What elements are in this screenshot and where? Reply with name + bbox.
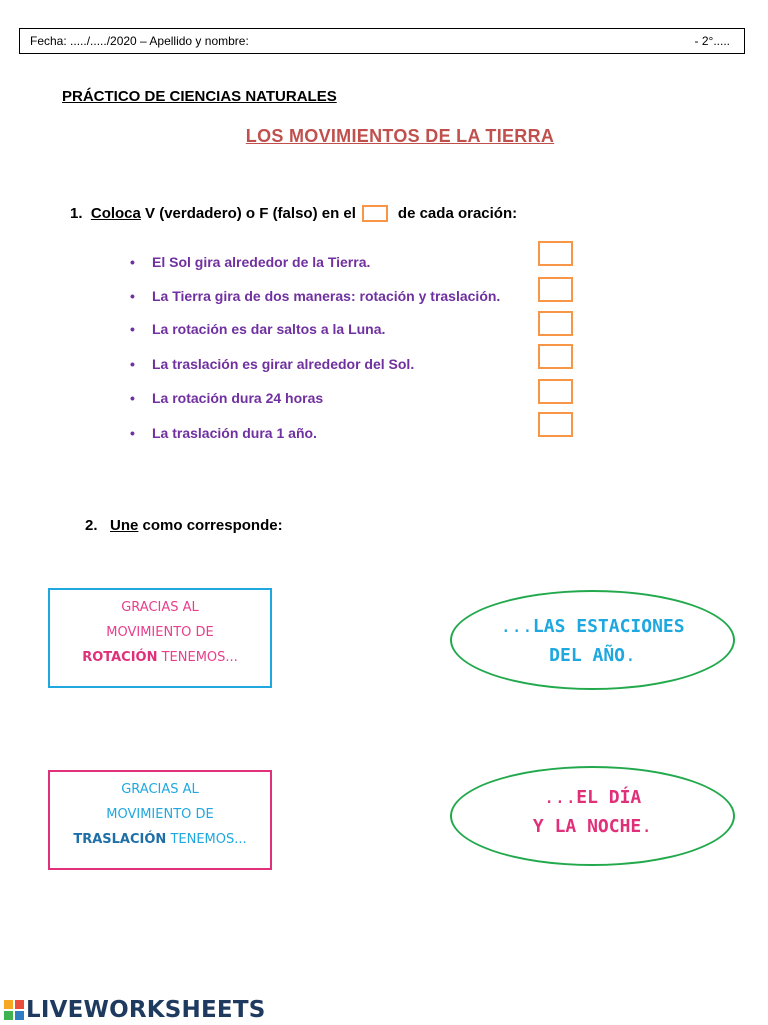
answer-box-1[interactable] [538, 241, 573, 266]
match-right-dots: ... [500, 616, 533, 637]
bullet-icon: • [130, 425, 135, 441]
match-right-text: LAS ESTACIONES [532, 616, 685, 637]
question-2-verb: Une [110, 517, 139, 534]
question-2-text: como corresponde: [138, 517, 283, 534]
statement-text: La traslación es girar alrededor del Sol. [152, 356, 415, 372]
statement-6 [130, 425, 317, 441]
question-1-verb: Coloca [90, 205, 141, 222]
match-left-line1: GRACIAS AL [121, 782, 199, 797]
example-box-icon [362, 205, 388, 222]
liveworksheets-logo-icon [4, 1000, 24, 1020]
match-right-end: . [625, 645, 636, 666]
statement-text: La traslación dura 1 año. [152, 425, 317, 441]
match-left-line2: MOVIMIENTO DE [106, 807, 214, 822]
logo-text: LIVEWORKSHEETS [26, 997, 266, 1023]
match-right-text: Y LA NOCHE [532, 816, 642, 837]
match-left-highlight: ROTACIÓN [82, 650, 158, 665]
match-right-text: EL DÍA [576, 787, 642, 808]
question-1-text-after: de cada oración: [397, 205, 518, 222]
match-left-line3 [50, 827, 270, 852]
statement-1 [130, 254, 370, 270]
match-right-line1 [452, 612, 733, 641]
question-1 [70, 205, 517, 222]
match-right-line1 [452, 783, 733, 812]
match-left-line1: GRACIAS AL [121, 600, 199, 615]
answer-box-5[interactable] [538, 379, 573, 404]
answer-box-3[interactable] [538, 311, 573, 336]
match-right-text: DEL AÑO [549, 645, 625, 666]
question-1-text: V (verdadero) o F (falso) en el [140, 205, 356, 222]
question-2-number: 2. [85, 517, 98, 534]
answer-box-2[interactable] [538, 277, 573, 302]
bullet-icon: • [130, 321, 135, 337]
match-right-end: . [641, 816, 653, 837]
bullet-icon: • [130, 390, 135, 406]
match-right-day-night[interactable] [450, 766, 735, 866]
match-right-line2 [452, 812, 733, 841]
bullet-icon: • [130, 356, 135, 372]
header-date-name: Fecha: ...../...../2020 – Apellido y nombre: [30, 34, 249, 48]
bullet-icon: • [130, 254, 135, 270]
statement-3 [130, 321, 385, 337]
bullet-icon: • [130, 288, 135, 304]
match-left-rest: TENEMOS... [157, 650, 238, 665]
match-left-line2: MOVIMIENTO DE [106, 625, 214, 640]
header-grade: - 2°..... [694, 34, 730, 48]
statement-4 [130, 356, 414, 372]
match-left-rest: TENEMOS... [166, 832, 247, 847]
answer-box-6[interactable] [538, 412, 573, 437]
answer-box-4[interactable] [538, 344, 573, 369]
match-left-highlight: TRASLACIÓN [73, 832, 167, 847]
page-title: LOS MOVIMIENTOS DE LA TIERRA [245, 126, 555, 146]
statement-text: La rotación dura 24 horas [152, 390, 324, 406]
match-right-dots: ... [543, 787, 577, 808]
match-left-translation[interactable] [48, 770, 272, 870]
subject-heading: PRÁCTICO DE CIENCIAS NATURALES [62, 88, 337, 105]
header-box [19, 28, 745, 54]
question-2 [85, 517, 283, 534]
question-1-number: 1. [70, 205, 83, 222]
match-right-line2 [452, 641, 733, 670]
match-left-rotation[interactable] [48, 588, 272, 688]
statement-2 [130, 288, 500, 304]
liveworksheets-logo[interactable] [4, 995, 265, 1025]
statement-text: La rotación es dar saltos a la Luna. [152, 321, 386, 337]
statement-5 [130, 390, 323, 406]
statement-text: El Sol gira alrededor de la Tierra. [152, 254, 371, 270]
statement-text: La Tierra gira de dos maneras: rotación y traslación. [152, 288, 501, 304]
match-left-line3 [50, 645, 270, 670]
match-right-seasons[interactable] [450, 590, 735, 690]
